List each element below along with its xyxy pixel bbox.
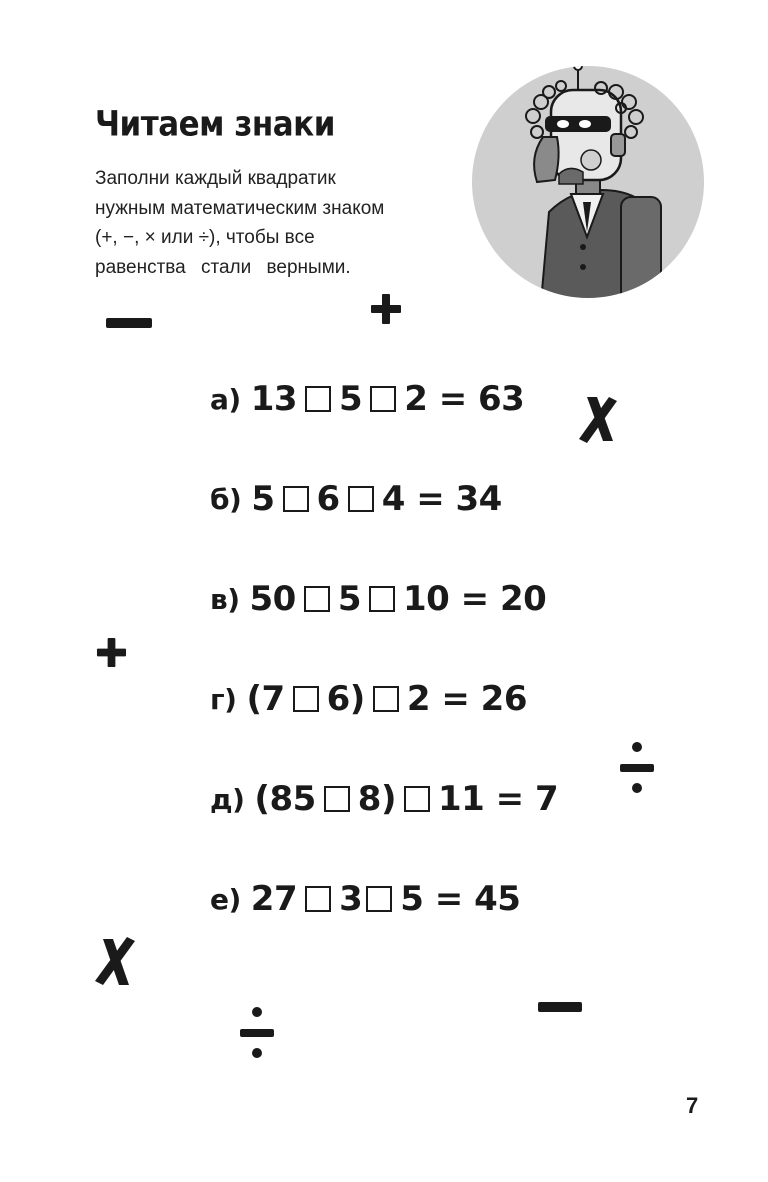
equation-g — [210, 679, 527, 719]
equation-term: 13 — [250, 379, 298, 419]
equation-term: 2 = 63 — [404, 379, 525, 419]
answer-box[interactable] — [283, 486, 309, 512]
equation-term: 4 = 34 — [381, 479, 502, 519]
robot-scientist-illustration — [471, 62, 705, 302]
divide-sign-icon — [238, 1005, 276, 1061]
equation-term: (85 — [254, 779, 316, 819]
plus-sign-icon — [96, 637, 127, 668]
minus-sign-icon — [538, 1000, 582, 1014]
equation-label: г) — [210, 682, 237, 716]
equation-term: 5 — [251, 479, 275, 519]
instruction-line: Заполни каждый квадратик — [95, 168, 336, 189]
equation-label: е) — [210, 882, 241, 916]
answer-box[interactable] — [370, 386, 396, 412]
answer-box[interactable] — [324, 786, 350, 812]
times-sign-icon — [91, 933, 139, 989]
equation-term: 6 — [316, 479, 340, 519]
instruction-line: (+, −, × или ÷), чтобы все — [95, 227, 315, 248]
instruction-line: нужным математическим знаком — [95, 197, 385, 219]
equation-term: 50 — [249, 579, 296, 619]
equation-term: (7 — [246, 679, 285, 719]
times-sign-icon — [577, 393, 621, 445]
equation-label: в) — [210, 582, 240, 616]
answer-box[interactable] — [293, 686, 319, 712]
answer-box[interactable] — [305, 886, 331, 912]
equation-e — [210, 879, 520, 919]
equation-term: 27 — [250, 879, 298, 919]
equation-term: 5 = 45 — [400, 879, 521, 919]
answer-box[interactable] — [373, 686, 399, 712]
equation-v — [210, 579, 546, 619]
equation-term: 10 = 20 — [403, 579, 547, 619]
equation-b — [210, 479, 502, 519]
answer-box[interactable] — [369, 586, 395, 612]
instruction-line: равенства стали верными. — [95, 256, 351, 278]
instructions — [95, 164, 445, 282]
answer-box[interactable] — [404, 786, 430, 812]
equation-d — [210, 779, 558, 819]
equation-label: д) — [210, 782, 245, 816]
answer-box[interactable] — [366, 886, 392, 912]
equation-a — [210, 379, 524, 419]
answer-box[interactable] — [305, 386, 331, 412]
divide-sign-icon — [618, 740, 656, 796]
equation-term: 5 — [339, 379, 363, 419]
equation-term: 3 — [339, 879, 363, 919]
equation-term: 6) — [326, 679, 365, 719]
answer-box[interactable] — [304, 586, 330, 612]
answer-box[interactable] — [348, 486, 374, 512]
equation-term: 8) — [357, 779, 396, 819]
equation-label: а) — [210, 382, 241, 416]
equation-label: б) — [210, 482, 242, 516]
equation-term: 11 = 7 — [437, 779, 559, 819]
plus-sign-icon — [370, 293, 402, 325]
page-number: 7 — [686, 1093, 699, 1118]
equation-term: 5 — [337, 579, 362, 619]
equation-term: 2 = 26 — [406, 679, 527, 719]
page-title: Читаем знаки — [95, 104, 335, 145]
minus-sign-icon — [106, 316, 152, 330]
